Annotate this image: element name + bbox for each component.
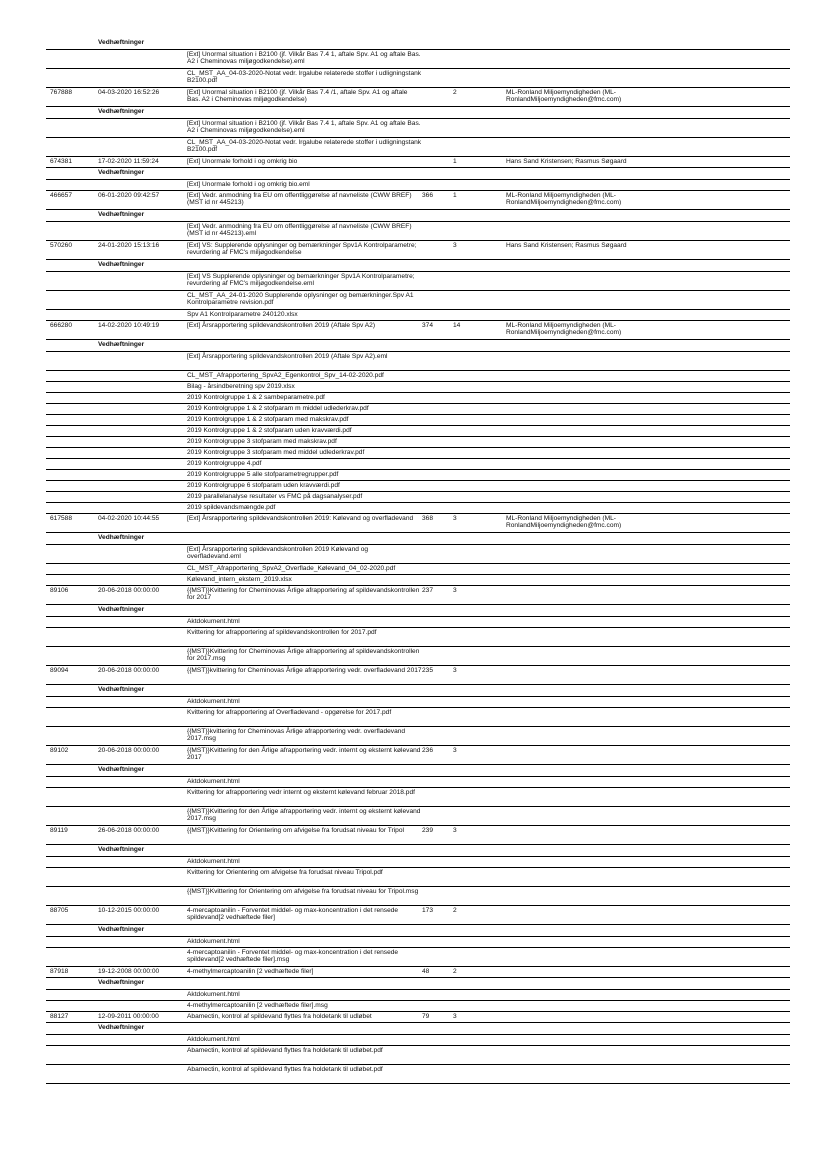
attachment-filename: 2019 spildevandsmængde.pdf bbox=[187, 503, 276, 511]
attachment-filename: [Ext] VS Supplerende oplysninger og bemærkninger Spv1A Kontrolparametre; revurdering af FMC's miljøgodkendelse.eml bbox=[187, 272, 415, 288]
attachment-filename: Aktdokument.html bbox=[187, 617, 240, 625]
document-page bbox=[46, 38, 790, 1084]
attachments-label: Vedhæftninger bbox=[98, 925, 145, 933]
attachment-filename: [Ext] Årsrapportering spildevandskontrollen 2019 Kølevand og overfladevand.eml bbox=[187, 545, 369, 561]
record-number: 374 bbox=[422, 321, 434, 329]
record-attachment-count: 2 bbox=[453, 967, 457, 975]
attachment-row bbox=[46, 415, 790, 426]
attachment-row bbox=[46, 697, 790, 708]
record-date: 20-06-2018 00:00:00 bbox=[98, 586, 160, 594]
attachments-header-row bbox=[46, 107, 790, 119]
record-date: 17-02-2020 11:59:24 bbox=[98, 157, 159, 165]
record-recipient: Hans Sand Kristensen; Rasmus Søgaard bbox=[506, 241, 627, 249]
attachment-filename: Aktdokument.html bbox=[187, 990, 240, 998]
record-attachment-count: 3 bbox=[453, 241, 457, 249]
attachment-filename: Aktdokument.html bbox=[187, 697, 240, 705]
record-attachment-count: 14 bbox=[453, 321, 461, 329]
record-id: 767888 bbox=[50, 88, 73, 96]
attachments-header-row bbox=[46, 925, 790, 937]
record-number: 366 bbox=[422, 191, 434, 199]
record-title: 4-mercaptoanilin - Forventet middel- og max-koncentration i det rensede spildevand[2 vedhæftede filer] bbox=[187, 906, 399, 922]
record-date: 04-02-2020 10:44:55 bbox=[98, 514, 160, 522]
record-attachment-count: 2 bbox=[453, 88, 457, 96]
attachment-filename: CL_MST_Afrapportering_SpvA2_Overflade_Kølevand_04_02-2020.pdf bbox=[187, 564, 396, 572]
attachment-row bbox=[46, 1035, 790, 1046]
record-title: Abamectin, kontrol af spildevand flyttes fra holdetank til udløbet bbox=[187, 1012, 372, 1020]
attachment-row bbox=[46, 887, 790, 906]
attachment-row bbox=[46, 628, 790, 647]
record-attachment-count: 3 bbox=[453, 586, 457, 594]
record-row bbox=[46, 241, 790, 260]
record-number: 239 bbox=[422, 826, 434, 834]
record-attachment-count: 2 bbox=[453, 906, 457, 914]
record-attachment-count: 1 bbox=[453, 191, 457, 199]
attachment-filename: Kvittering for afrapportering vedr internt og eksternt kølevand februar 2018.pdf bbox=[187, 788, 415, 796]
attachment-row bbox=[46, 948, 790, 967]
attachments-header-row bbox=[46, 260, 790, 272]
record-attachment-count: 3 bbox=[453, 826, 457, 834]
attachment-filename: {{MST}}Kvittering for den Årlige afrapportering vedr. internt og eksternt kølevand 2017.msg bbox=[187, 807, 421, 823]
record-recipient: ML-Ronland Miljoemyndigheden (ML-RonlandMiljoemyndigheden@fmc.com) bbox=[506, 514, 622, 530]
attachment-row bbox=[46, 291, 790, 310]
record-date: 14-02-2020 10:49:19 bbox=[98, 321, 160, 329]
attachment-row bbox=[46, 180, 790, 191]
attachment-row bbox=[46, 857, 790, 868]
attachment-row bbox=[46, 1065, 790, 1084]
attachment-row bbox=[46, 404, 790, 415]
attachment-row bbox=[46, 617, 790, 628]
attachment-filename: 4-methylmercaptoanilin [2 vedhæftede filer].msg bbox=[187, 1001, 328, 1009]
record-title: [Ext] Vedr. anmodning fra EU om offentliggørelse af navneliste (CWW BREF) (MST id nr 445213) bbox=[187, 191, 412, 207]
attachments-header-row bbox=[46, 38, 790, 50]
record-row bbox=[46, 88, 790, 107]
attachments-header-row bbox=[46, 978, 790, 990]
attachment-row bbox=[46, 119, 790, 138]
record-row bbox=[46, 586, 790, 605]
record-date: 24-01-2020 15:13:16 bbox=[98, 241, 160, 249]
record-attachment-count: 3 bbox=[453, 666, 457, 674]
attachments-label: Vedhæftninger bbox=[98, 107, 145, 115]
record-title: {{MST}}Kvittering for Cheminovas Årlige afrapportering af spildevandskontrollen for 2017 bbox=[187, 586, 420, 602]
record-id: 88705 bbox=[50, 906, 69, 914]
attachments-label: Vedhæftninger bbox=[98, 533, 145, 541]
record-date: 20-06-2018 00:00:00 bbox=[98, 666, 160, 674]
record-row bbox=[46, 1012, 790, 1023]
attachment-row bbox=[46, 352, 790, 371]
attachment-row bbox=[46, 481, 790, 492]
attachments-header-row bbox=[46, 168, 790, 180]
attachment-row bbox=[46, 272, 790, 291]
attachments-label: Vedhæftninger bbox=[98, 685, 145, 693]
record-attachment-count: 1 bbox=[453, 157, 457, 165]
record-row bbox=[46, 906, 790, 925]
attachments-label: Vedhæftninger bbox=[98, 1023, 145, 1031]
attachment-filename: [Ext] Unormal situation i B2100 (jf. Vilkår Bas 7.4 1, aftale Spv. A1 og aftale Bas. A2 i Cheminovas miljøgodkendelse).eml bbox=[187, 50, 421, 66]
attachment-filename: 2019 Kontrolgruppe 5 alle stofparametregrupper.pdf bbox=[187, 470, 339, 478]
attachment-row bbox=[46, 777, 790, 788]
record-row bbox=[46, 321, 790, 340]
attachments-header-row bbox=[46, 533, 790, 545]
record-date: 20-06-2018 00:00:00 bbox=[98, 746, 160, 754]
record-date: 04-03-2020 16:52:26 bbox=[98, 88, 160, 96]
attachment-filename: Abamectin, kontrol af spildevand flyttes fra holdetank til udløbet.pdf bbox=[187, 1065, 383, 1073]
record-number: 48 bbox=[422, 967, 430, 975]
attachment-filename: CL_MST_Afrapportering_SpvA2_Egenkontrol_Spv_14-02-2020.pdf bbox=[187, 371, 384, 379]
attachment-row bbox=[46, 382, 790, 393]
attachment-row bbox=[46, 393, 790, 404]
attachments-label: Vedhæftninger bbox=[98, 605, 145, 613]
attachment-filename: Aktdokument.html bbox=[187, 937, 240, 945]
record-id: 89106 bbox=[50, 586, 69, 594]
record-title: {{MST}}kvittering for Cheminovas Årlige afrapportering vedr. overfladevand 2017 bbox=[187, 666, 422, 674]
attachment-filename: 4-mercaptoanilin - Forventet middel- og max-koncentration i det rensede spildevand[2 vedhæftede filer].msg bbox=[187, 948, 399, 964]
attachment-row bbox=[46, 437, 790, 448]
attachments-header-row bbox=[46, 845, 790, 857]
attachments-label: Vedhæftninger bbox=[98, 845, 145, 853]
attachment-row bbox=[46, 503, 790, 514]
record-id: 89119 bbox=[50, 826, 68, 834]
attachment-filename: Kvittering for afrapportering af Overfladevand - opgørelse for 2017.pdf bbox=[187, 708, 392, 716]
attachment-row bbox=[46, 545, 790, 564]
attachments-header-row bbox=[46, 210, 790, 222]
record-row bbox=[46, 826, 790, 845]
record-recipient: ML-Ronland Miljoemyndigheden (ML-RonlandMiljoemyndigheden@fmc.com) bbox=[506, 321, 622, 337]
attachment-filename: Aktdokument.html bbox=[187, 1035, 240, 1043]
record-title: [Ext] VS: Supplerende oplysninger og bemærkninger Spv1A Kontrolparametre; revurdering af FMC's miljøgodkendelse bbox=[187, 241, 417, 257]
attachments-header-row bbox=[46, 685, 790, 697]
attachment-row bbox=[46, 868, 790, 887]
attachment-row bbox=[46, 937, 790, 948]
attachment-filename: Abamectin, kontrol af spildevand flyttes fra holdetank til udløbet.pdf bbox=[187, 1046, 383, 1054]
attachment-row bbox=[46, 647, 790, 666]
attachment-row bbox=[46, 470, 790, 481]
attachments-label: Vedhæftninger bbox=[98, 978, 145, 986]
record-attachment-count: 3 bbox=[453, 514, 457, 522]
record-id: 570260 bbox=[50, 241, 73, 249]
attachment-filename: Kvittering for afrapportering af spildevandskontrollen for 2017.pdf bbox=[187, 628, 377, 636]
attachment-row bbox=[46, 990, 790, 1001]
attachment-filename: Kølevand_intern_ekstern_2019.xlsx bbox=[187, 575, 292, 583]
record-id: 89102 bbox=[50, 746, 69, 754]
attachment-row bbox=[46, 708, 790, 727]
attachment-filename: [Ext] Årsrapportering spildevandskontrollen 2019 (Aftale Spv A2).eml bbox=[187, 352, 388, 360]
attachment-filename: 2019 Kontrolgruppe 6 stofparam uden kravværdi.pdf bbox=[187, 481, 340, 489]
attachment-filename: Spv A1 Kontrolparametre 240120.xlsx bbox=[187, 310, 298, 318]
record-recipient: ML-Ronland Miljoemyndigheden (ML-RonlandMiljoemyndigheden@fmc.com) bbox=[506, 191, 622, 207]
record-recipient: Hans Sand Kristensen; Rasmus Søgaard bbox=[506, 157, 627, 165]
record-id: 617588 bbox=[50, 514, 73, 522]
attachment-filename: 2019 Kontrolgruppe 1 & 2 sambeparametre.pdf bbox=[187, 393, 325, 401]
attachments-label: Vedhæftninger bbox=[98, 260, 145, 268]
record-attachment-count: 3 bbox=[453, 746, 457, 754]
attachment-filename: CL_MST_AA_24-01-2020 Supplerende oplysninger og bemærkninger.Spv A1 Kontrolparametre revision.pdf bbox=[187, 291, 414, 307]
record-number: 236 bbox=[422, 746, 434, 754]
record-title: [Ext] Årsrapportering spildevandskontrollen 2019: Kølevand og overfladevand bbox=[187, 514, 414, 522]
attachment-row bbox=[46, 448, 790, 459]
attachment-row bbox=[46, 459, 790, 470]
record-row bbox=[46, 666, 790, 685]
attachment-filename: 2019 parallelanalyse resultater vs FMC på dagsanalyser.pdf bbox=[187, 492, 363, 500]
attachment-row bbox=[46, 727, 790, 746]
record-date: 06-01-2020 09:42:57 bbox=[98, 191, 160, 199]
attachment-row bbox=[46, 492, 790, 503]
attachment-filename: [Ext] Unormale forhold i og omkrig bio.eml bbox=[187, 180, 310, 188]
attachment-filename: 2019 Kontrolgruppe 1 & 2 stofparam med makskrav.pdf bbox=[187, 415, 349, 423]
record-title: {{MST}}Kvittering for den Årlige afrapportering vedr. internt og eksternt kølevand 2017 bbox=[187, 746, 421, 762]
attachment-row bbox=[46, 564, 790, 575]
record-number: 368 bbox=[422, 514, 434, 522]
attachment-row bbox=[46, 138, 790, 157]
attachment-filename: Aktdokument.html bbox=[187, 777, 240, 785]
attachment-filename: {{MST}}Kvittering for Orientering om afvigelse fra forudsat niveau for Tripol.msg bbox=[187, 887, 419, 895]
record-id: 674381 bbox=[50, 157, 73, 165]
attachments-label: Vedhæftninger bbox=[98, 168, 145, 176]
attachment-filename: 2019 Kontrolgruppe 3 stofparam med middel udlederkrav.pdf bbox=[187, 448, 365, 456]
record-row bbox=[46, 157, 790, 168]
attachments-header-row bbox=[46, 340, 790, 352]
attachment-filename: CL_MST_AA_04-03-2020-Notat vedr. lrgalube relaterede stoffer i udligningstank B2100.pdf bbox=[187, 138, 422, 154]
record-recipient: ML-Ronland Miljoemyndigheden (ML-RonlandMiljoemyndigheden@fmc.com) bbox=[506, 88, 622, 104]
record-number: 79 bbox=[422, 1012, 430, 1020]
record-title: [Ext] Årsrapportering spildevandskontrollen 2019 (Aftale Spv A2) bbox=[187, 321, 376, 329]
record-date: 10-12-2015 00:00:00 bbox=[98, 906, 160, 914]
record-row bbox=[46, 514, 790, 533]
attachments-header-row bbox=[46, 1023, 790, 1035]
attachment-row bbox=[46, 1046, 790, 1065]
record-attachment-count: 3 bbox=[453, 1012, 457, 1020]
attachment-filename: [Ext] Vedr. anmodning fra EU om offentliggørelse af navneliste (CWW BREF) (MST id nr 445213).eml bbox=[187, 222, 412, 238]
attachment-row bbox=[46, 426, 790, 437]
attachment-row bbox=[46, 310, 790, 321]
attachment-row bbox=[46, 371, 790, 382]
attachments-label: Vedhæftninger bbox=[98, 765, 145, 773]
attachments-label: Vedhæftninger bbox=[98, 210, 145, 218]
record-date: 12-09-2011 00:00:00 bbox=[98, 1012, 159, 1020]
record-title: [Ext] Unormale forhold i og omkrig bio bbox=[187, 157, 298, 165]
record-row bbox=[46, 746, 790, 765]
attachment-row bbox=[46, 69, 790, 88]
record-id: 89094 bbox=[50, 666, 69, 674]
record-row bbox=[46, 191, 790, 210]
record-title: {{MST}}Kvittering for Orientering om afvigelse fra forudsat niveau for Tripol bbox=[187, 826, 404, 834]
attachment-filename: [Ext] Unormal situation i B2100 (jf. Vilkår Bas 7.4 1, aftale Spv. A1 og aftale Bas. A2 i Cheminovas miljøgodkendelse).eml bbox=[187, 119, 421, 135]
record-date: 26-06-2018 00:00:00 bbox=[98, 826, 160, 834]
record-row bbox=[46, 967, 790, 978]
attachment-filename: 2019 Kontrolgruppe 3 stofparam med makskrav.pdf bbox=[187, 437, 337, 445]
record-number: 237 bbox=[422, 586, 434, 594]
record-id: 87918 bbox=[50, 967, 69, 975]
attachment-filename: Kvittering for Orientering om afvigelse fra forudsat niveau Tripol.pdf bbox=[187, 868, 383, 876]
attachment-row bbox=[46, 807, 790, 826]
attachments-label: Vedhæftninger bbox=[98, 38, 145, 46]
record-title: 4-methylmercaptoanilin [2 vedhæftede filer] bbox=[187, 967, 314, 975]
attachments-label: Vedhæftninger bbox=[98, 340, 145, 348]
record-id: 666280 bbox=[50, 321, 73, 329]
attachment-row bbox=[46, 1001, 790, 1012]
attachments-header-row bbox=[46, 605, 790, 617]
attachment-row bbox=[46, 788, 790, 807]
attachment-filename: CL_MST_AA_04-03-2020-Notat vedr. lrgalube relaterede stoffer i udligningstank B2100.pdf bbox=[187, 69, 422, 85]
attachment-filename: Aktdokument.html bbox=[187, 857, 240, 865]
attachment-filename: 2019 Kontrolgruppe 4.pdf bbox=[187, 459, 262, 467]
attachments-header-row bbox=[46, 765, 790, 777]
record-number: 173 bbox=[422, 906, 434, 914]
record-number: 235 bbox=[422, 666, 434, 674]
record-id: 88127 bbox=[50, 1012, 69, 1020]
attachment-filename: 2019 Kontrolgruppe 1 & 2 stofparam m middel udlederkrav.pdf bbox=[187, 404, 369, 412]
attachment-filename: {{MST}}Kvittering for Cheminovas Årlige afrapportering af spildevandskontrollen for 2017.msg bbox=[187, 647, 420, 663]
attachment-row bbox=[46, 222, 790, 241]
attachment-filename: {{MST}}kvittering for Cheminovas Årlige afrapportering vedr. overfladevand 2017.msg bbox=[187, 727, 406, 743]
attachment-row bbox=[46, 50, 790, 69]
record-title: [Ext] Unormal situation i B2100 (jf. Vilkår Bas 7.4 /1, aftale Spv. A1 og aftale Bas. A2 i Cheminovas miljøgodkendelse) bbox=[187, 88, 408, 104]
attachment-filename: Bilag - årsindberetning spv 2019.xlsx bbox=[187, 382, 295, 390]
attachment-row bbox=[46, 575, 790, 586]
record-date: 19-12-2008 00:00:00 bbox=[98, 967, 160, 975]
attachment-filename: 2019 Kontrolgruppe 1 & 2 stofparam uden kravværdi.pdf bbox=[187, 426, 352, 434]
record-id: 466657 bbox=[50, 191, 73, 199]
